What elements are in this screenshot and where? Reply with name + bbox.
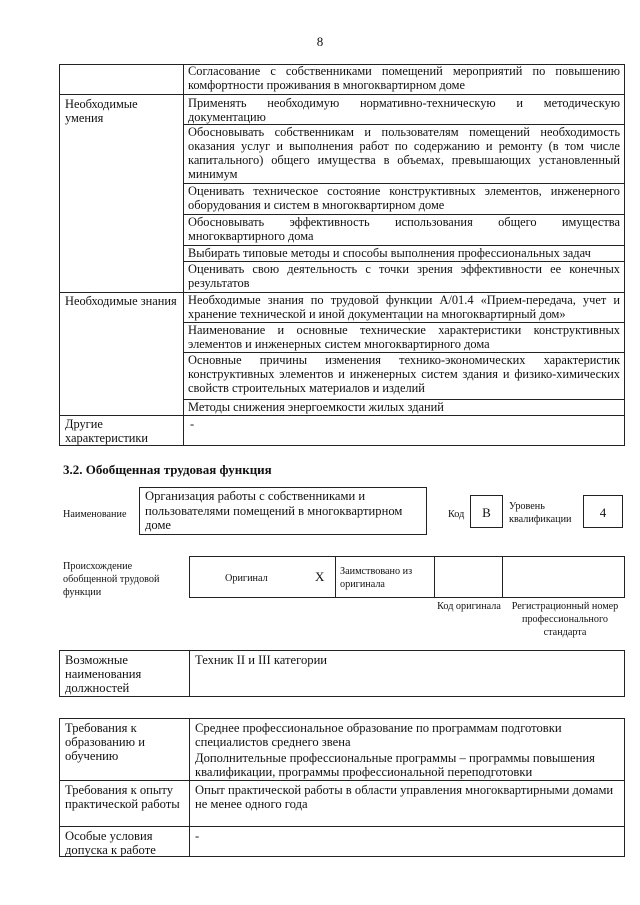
skills-label: Необходимые умения (65, 97, 138, 125)
skill-item: Оценивать свою деятельность с точки зрения эффективности ее конечных результатов (188, 262, 620, 290)
education-line: Среднее профессиональное образование по программам подготовки специалистов среднего звена (195, 721, 562, 749)
skill-item: Оценивать техническое состояние конструктивных элементов, инженерного оборудования и систем в многоквартирном доме (188, 184, 620, 212)
row-divider (59, 415, 625, 416)
page-number: 8 (316, 34, 324, 49)
experience-label: Требования к опыту практической работы (65, 783, 180, 811)
skill-item: Выбирать типовые методы и способы выполнения профессиональных задач (188, 246, 591, 260)
origin-divider (502, 556, 503, 598)
original-label: Оригинал (225, 573, 268, 584)
origin-divider (335, 556, 336, 598)
row-divider (59, 780, 625, 781)
code-original-caption: Код оригинала (437, 601, 501, 612)
code-value: В (470, 495, 503, 528)
other-value: - (190, 417, 195, 431)
column-divider (183, 64, 184, 446)
other-label: Другие характеристики (65, 417, 149, 445)
row-divider (59, 826, 625, 827)
row-divider (59, 94, 625, 95)
original-mark: Х (315, 569, 325, 584)
borrowed-label: Заимствовано из оригинала (340, 566, 413, 590)
origin-divider (434, 556, 435, 598)
knowledge-item: Основные причины изменения технико-экономических характеристик конструктивных элементов и инженерных систем здания и физико-химических свойств строительных материалов и изделий (188, 353, 620, 395)
knowledge-item: Наименование и основные технические характеристики конструктивных элементов и инженерных систем многоквартирного дома (188, 323, 620, 351)
column-divider (189, 718, 190, 857)
reg-number-caption: Регистрационный номер профессионального стандарта (511, 601, 619, 638)
knowledge-item: Методы снижения энергоемкости жилых зданий (188, 400, 444, 414)
admission-value: - (195, 829, 200, 843)
name-label: Наименование (63, 509, 127, 520)
admission-label: Особые условия допуска к работе (65, 829, 156, 857)
skill-item: Обосновывать эффективность использования общего имущества многоквартирного дома (188, 215, 620, 243)
level-value: 4 (583, 495, 623, 528)
positions-value: Техник II и III категории (195, 653, 328, 667)
experience-value: Опыт практической работы в области управления многоквартирными домами не менее одного года (195, 783, 614, 811)
education-label: Требования к образованию и обучению (65, 721, 145, 763)
table-cell: Согласование с собственниками помещений мероприятий по повышению комфортности проживания в многоквартирном доме (188, 64, 620, 92)
name-value: Организация работы с собственниками и пользователями помещений в многоквартирном доме (145, 489, 403, 532)
positions-label: Возможные наименования должностей (65, 653, 142, 695)
column-divider (189, 650, 190, 697)
skill-item: Применять необходимую нормативно-техническую и методическую документацию (188, 96, 620, 124)
origin-label: Происхождение обобщенной трудовой функции (63, 561, 160, 598)
education-line: Дополнительные профессиональные программы – программы повышения квалификации, программы профессиональной переподготовки (195, 751, 595, 779)
skill-item: Обосновывать собственникам и пользователям помещений необходимость оказания услуг и выполнения работ по содержанию и ремонту (в том числе капитального) общего имущества в объемах, превышающих установленный минимум (188, 125, 620, 181)
level-label: Уровень квалификации (509, 501, 572, 525)
knowledge-label: Необходимые знания (65, 294, 177, 308)
knowledge-item: Необходимые знания по трудовой функции А/01.4 «Прием-передача, учет и хранение технической и иной документации на многоквартирный дом» (188, 293, 620, 321)
code-label: Код (448, 509, 465, 520)
section-title: 3.2. Обобщенная трудовая функция (63, 462, 272, 477)
